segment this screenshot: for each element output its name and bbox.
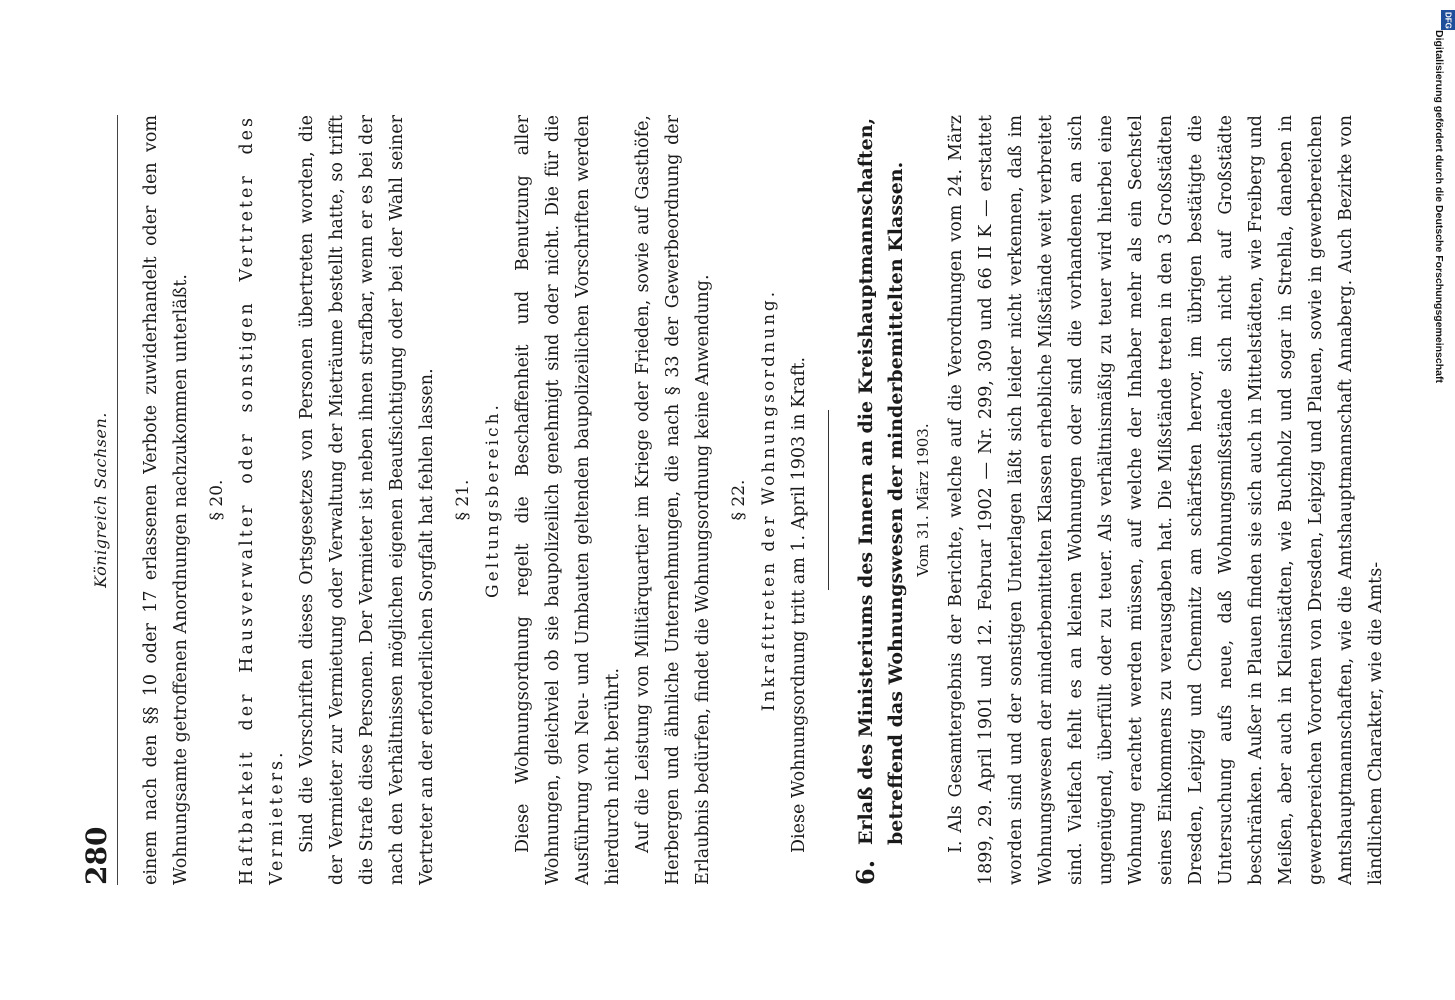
decree-title: Erlaß des Ministeriums des Innern an die Kreishauptmannschaften, betreffend das Wohnungswesen der minderbemittelten Klassen. — [855, 117, 907, 845]
decree-heading — [851, 115, 911, 885]
section-21-number: § 21. — [453, 479, 473, 521]
digitization-credit: Digitalisierung gefördert durch die Deutsche Forschungsgemeinschaft — [1433, 30, 1445, 383]
paragraph-6: I. Als Gesamtergebnis der Berichte, welche auf die Verordnungen vom 24. März 1899, 29. April 1901 und 12. Februar 1902 — Nr. 299, 309 und 66 II K — erstattet worden sind und der sonstigen Unterlagen läßt sich leider nicht verkennen, daß im Wohnungswesen der minderbemittelten Klassen erhebliche Mißstände weit verbreitet sind. Vielfach fehlt es an kleinen Wohnungen oder sind die vorhandenen an sich ungenügend, überfüllt oder zu teuer. Als verhältnismäßig zu teuer wird hierbei eine Wohnung erachtet werden müssen, auf welche der Inhaber mehr als ein Sechstel seines Einkommens zu verausgaben hat. Die Mißstände treten in den 3 Großstädten Dresden, Leipzig und Chemnitz am schärfsten hervor, im übrigen bestätigte die Untersuchung aufs neue, daß Wohnungsmißstände sich nicht auf Großstädte beschränken. Außer in Plauen finden sie sich auch in Mittelstädten, wie Freiberg und Meißen, aber auch in Kleinstädten, wie Buchholz und sogar in Strehla, daneben in gewerbereichen Vororten von Dresden, Leipzig und Plauen, sowie in gewerbereichen Amtshauptmannschaften, wie die Amtshauptmannschaft Annaberg. Auch Bezirke von ländlichem Charakter, wie die Amts- — [946, 115, 1386, 885]
paragraph-4: Auf die Leistung von Militärquartier im Kriege oder Frieden, sowie auf Gasthöfe, Herbergen und ähnliche Unternehmungen, die nach § 33 der Gewerbeordnung der Erlaubnis bedürfen, findet die Wohnungsordnung keine Anwendung. — [633, 115, 713, 885]
divider-rule — [828, 410, 829, 590]
dfg-logo: DFG — [1441, 10, 1455, 30]
paragraph-5: Diese Wohnungsordnung tritt am 1. April 1903 in Kraft. — [789, 356, 809, 853]
running-head: Königreich Sachsen. — [91, 412, 110, 588]
paragraph-3: Diese Wohnungsordnung regelt die Beschaffenheit und Benutzung aller Wohnungen, gleichviel ob sie baupolizeilich genehmigt sind oder nicht. Die für die Ausführung von Neu- und Umbauten geltenden baupolizeilichen Vorschriften werden hierdurch nicht berührt. — [513, 115, 623, 885]
section-21-heading: Geltungsbereich. — [483, 402, 503, 598]
section-20-number: § 20. — [207, 479, 227, 521]
section-20-heading: Haftbarkeit der Hausverwalter oder sonstigen Vertreter des Vermieters. — [237, 115, 287, 885]
page-number: 280 — [80, 826, 113, 885]
paragraph-2: Sind die Vorschriften dieses Ortsgesetzes von Personen übertreten worden, die der Vermieter zur Vermietung oder Verwaltung der Mieträume bestellt hatte, so trifft die Strafe diese Personen. Der Vermieter ist neben ihnen strafbar, wenn er es bei der nach den Verhältnissen möglichen eigenen Beaufsichtigung oder bei der Wahl seiner Vertreter an der erforderlichen Sorgfalt hat fehlen lassen. — [297, 115, 437, 885]
page-content — [80, 115, 1391, 885]
section-22-number: § 22. — [729, 479, 749, 521]
decree-number: 6. — [851, 859, 880, 885]
page-header — [80, 115, 118, 885]
decree-date: Vom 31. März 1903. — [914, 423, 932, 577]
paragraph-1: einem nach den §§ 10 oder 17 erlassenen Verbote zuwiderhandelt oder den vom Wohnungsamte getroffenen Anordnungen nachzukommen unterläßt. — [141, 115, 191, 885]
section-22-heading: Inkrafttreten der Wohnungsordnung. — [759, 288, 779, 712]
